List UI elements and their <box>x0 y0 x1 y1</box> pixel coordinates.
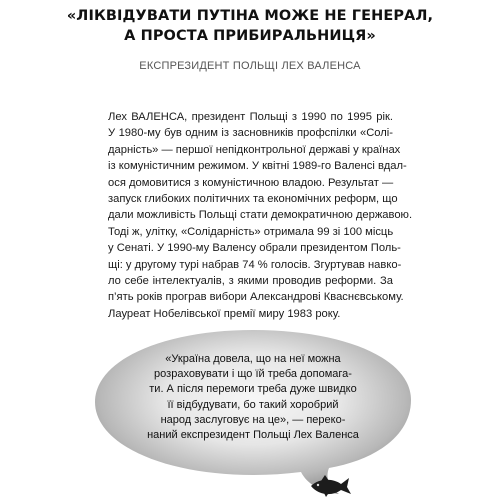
headline-line-2: А ПРОСТА ПРИБИРАЛЬНИЦЯ» <box>124 28 376 44</box>
body-line: щі: у другому турі набрав 74 % голосів. Згуртував навко- <box>108 258 402 271</box>
body-line: ло себе інтелектуалів, з якими проводив реформи. За <box>108 275 393 288</box>
body-line: У 1980-му був одним із засновників профспілки «Солі- <box>108 127 393 140</box>
headline <box>60 6 440 46</box>
quote-bubble <box>93 328 413 500</box>
quote-line: розраховувати і що їй треба допомага- <box>154 368 352 381</box>
quote-line: ти. А після перемоги треба дуже швидко <box>149 383 357 396</box>
quote-line: народ заслуговує на це», — переко- <box>160 413 346 426</box>
body-line: Лауреат Нобелівської премії миру 1983 року. <box>108 307 341 320</box>
body-line: Тоді ж, улітку, «Солідарність» отримала 99 зі 100 місць <box>108 225 394 238</box>
quote-text <box>93 352 413 443</box>
body-line: у Сенаті. У 1990-му Валенсу обрали президентом Поль- <box>108 242 401 255</box>
body-line: запуск глибоких політичних та економічних реформ, що <box>108 193 398 206</box>
body-line: дали можливість Польщі стати демократичною державою. <box>108 209 413 222</box>
subtitle: ЕКСПРЕЗИДЕНТ ПОЛЬЩІ ЛЕХ ВАЛЕНСА <box>139 60 361 72</box>
biography-paragraph <box>108 109 413 322</box>
quote-line: її відбудувати, бо такий хоробрий <box>167 398 339 411</box>
body-line: ося домовитися з комуністичною владою. Результат — <box>108 176 394 189</box>
quote-line: «Україна довела, що на неї можна <box>165 353 341 365</box>
body-line: п’ять років програв вибори Александрові Кваснєвському. <box>108 291 404 304</box>
body-line: із комуністичним режимом. У квітні 1989-го Валенсі вдал- <box>108 160 407 173</box>
headline-line-1: «ЛІКВІДУВАТИ ПУТІНА МОЖЕ НЕ ГЕНЕРАЛ, <box>66 8 434 24</box>
body-line: Лех ВАЛЕНСА, президент Польщі з 1990 по 1995 рік. <box>108 111 393 123</box>
body-line: дарність» — першої непідконтрольної державі у країнах <box>108 143 401 156</box>
quote-line: наний експрезидент Польщі Лех Валенса <box>147 429 359 442</box>
